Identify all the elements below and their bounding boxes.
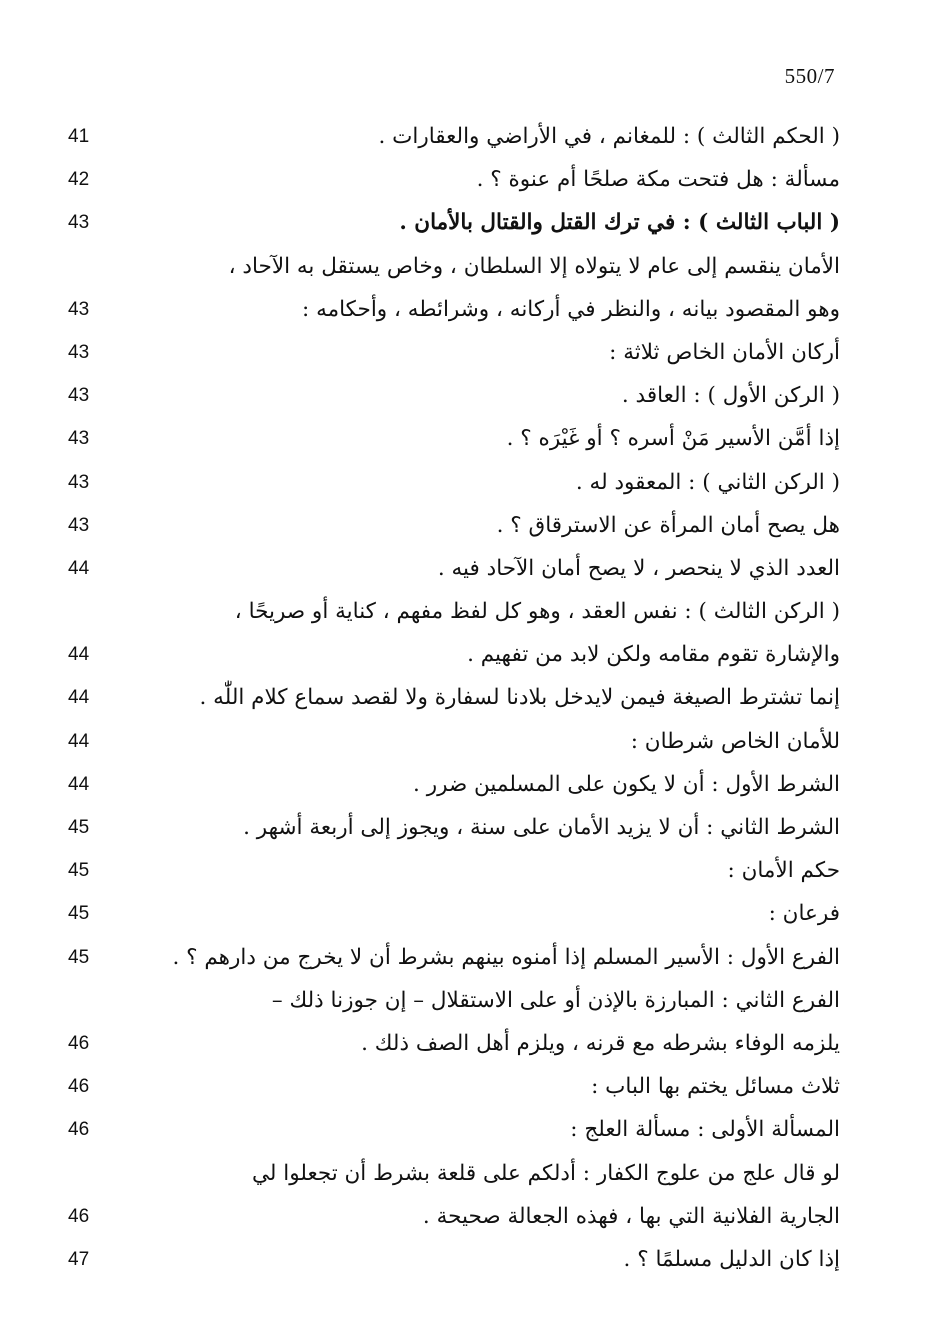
toc-entry-text: للأمان الخاص شرطان : — [630, 728, 840, 754]
toc-page-number: 45 — [68, 817, 90, 838]
toc-entry-text: أركان الأمان الخاص ثلاثة : — [609, 339, 840, 365]
toc-entry-text: مسألة : هل فتحت مكة صلحًا أم عنوة ؟ . — [476, 167, 840, 193]
toc-page-number: 43 — [68, 341, 90, 363]
toc-row — [60, 461, 840, 504]
toc-entry-text: إنما تشترط الصيغة فيمن لايدخل بلادنا لسفارة ولا لقصد سماع كلام اللّٰه . — [199, 685, 840, 711]
toc-page-number: 44 — [68, 557, 90, 579]
toc-entry-text: الشرط الثاني : أن لا يزيد الأمان على سنة ، ويجوز إلى أربعة أشهر . — [243, 815, 840, 840]
toc-row — [60, 115, 840, 158]
toc-row — [60, 1065, 840, 1108]
toc-entry-text: ( الركن الأول ) : العاقد . — [621, 383, 840, 409]
toc-row — [60, 763, 840, 806]
toc-entry-text: الفرع الأول : الأسير المسلم إذا أمنوه بينهم بشرط أن لا يخرج من دارهم ؟ . — [172, 944, 840, 970]
toc-page-number: 47 — [68, 1248, 90, 1270]
toc-page-number: 43 — [68, 212, 90, 234]
toc-entry-text: الجارية الفلانية التي بها ، فهذه الجعالة صحيحة . — [422, 1203, 840, 1229]
toc-page-number: 46 — [68, 1076, 90, 1098]
toc-page-number: 44 — [68, 687, 90, 709]
toc-entry-text: حكم الأمان : — [727, 858, 840, 884]
toc-row — [60, 547, 840, 590]
toc-row — [60, 590, 840, 633]
toc-row — [60, 633, 840, 676]
toc-entry-text: ( الركن الثالث ) : نفس العقد ، وهو كل لفظ مفهم ، كناية أو صريحًا ، — [234, 599, 840, 625]
toc-page-number: 44 — [68, 644, 90, 666]
toc-row — [60, 158, 840, 201]
toc-row — [60, 288, 840, 331]
toc-row — [60, 720, 840, 763]
toc-row — [60, 806, 840, 849]
toc-entry-text: فرعان : — [768, 901, 840, 927]
toc-entry-text: هل يصح أمان المرأة عن الاسترقاق ؟ . — [496, 512, 840, 538]
toc-entry-text: يلزمه الوفاء بشرطه مع قرنه ، ويلزم أهل الصف ذلك . — [361, 1030, 840, 1056]
toc-page-number: 43 — [68, 514, 90, 536]
toc-row — [60, 374, 840, 417]
toc-page-number: 44 — [68, 773, 90, 795]
toc-row — [60, 1195, 840, 1238]
page-number: 550/7 — [784, 64, 835, 88]
toc-page-number: 45 — [68, 903, 90, 925]
toc-page-number: 44 — [68, 730, 90, 752]
toc-page-number: 46 — [68, 1032, 90, 1054]
toc-entry-text: الشرط الأول : أن لا يكون على المسلمين ضرر . — [413, 771, 840, 797]
toc-row — [60, 331, 840, 374]
toc-entry-text: ( الحكم الثالث ) : للمغانم ، في الأراضي والعقارات . — [378, 124, 840, 149]
toc-entry-text: والإشارة تقوم مقامه ولكن لابد من تفهيم . — [467, 642, 840, 668]
toc-entry-text: وهو المقصود بيانه ، والنظر في أركانه ، وشرائطه ، وأحكامه : — [302, 296, 840, 322]
toc-entry-text: الأمان ينقسم إلى عام لا يتولاه إلا السلطان ، وخاص يستقل به الآحاد ، — [228, 253, 840, 279]
toc-entry-text: الفرع الثاني : المبارزة بالإذن أو على الاستقلال – إن جوزنا ذلك – — [271, 987, 840, 1013]
toc-page-number: 46 — [68, 1205, 90, 1227]
toc-entry-text: المسألة الأولى : مسألة العلج : — [570, 1117, 840, 1143]
toc-row — [60, 504, 840, 547]
toc-row — [60, 936, 840, 979]
table-of-contents — [60, 115, 840, 1281]
toc-entry-text: ( الباب الثالث ) : في ترك القتل والقتال بالأمان . — [399, 210, 840, 236]
toc-page-number: 43 — [68, 385, 90, 407]
toc-page-number: 43 — [68, 298, 90, 320]
toc-page-number: 45 — [68, 860, 90, 882]
toc-row — [60, 676, 840, 719]
toc-row — [60, 245, 840, 288]
toc-row — [60, 201, 840, 244]
toc-page-number: 45 — [68, 946, 90, 968]
toc-row — [60, 1022, 840, 1065]
toc-page-number: 43 — [68, 471, 90, 493]
toc-row — [60, 849, 840, 892]
toc-entry-text: إذا أمَّن الأسير مَنْ أسره ؟ أو غَيْرَه ؟ . — [506, 426, 840, 452]
toc-entry-text: إذا كان الدليل مسلمًا ؟ . — [623, 1246, 840, 1272]
toc-row — [60, 1108, 840, 1151]
toc-page-number: 46 — [68, 1119, 90, 1141]
toc-entry-text: ( الركن الثاني ) : المعقود له . — [575, 469, 840, 495]
toc-page-number: 42 — [68, 169, 90, 191]
toc-entry-text: ثلاث مسائل يختم بها الباب : — [591, 1074, 840, 1100]
toc-row — [60, 979, 840, 1022]
toc-entry-text: لو قال علج من علوج الكفار : أدلكم على قلعة بشرط أن تجعلوا لي — [251, 1160, 840, 1186]
toc-row — [60, 1152, 840, 1195]
toc-page-number: 43 — [68, 428, 90, 450]
toc-row — [60, 1238, 840, 1281]
toc-row — [60, 892, 840, 935]
toc-row — [60, 417, 840, 460]
toc-entry-text: العدد الذي لا ينحصر ، لا يصح أمان الآحاد فيه . — [437, 555, 840, 581]
toc-page-number: 41 — [68, 126, 90, 147]
